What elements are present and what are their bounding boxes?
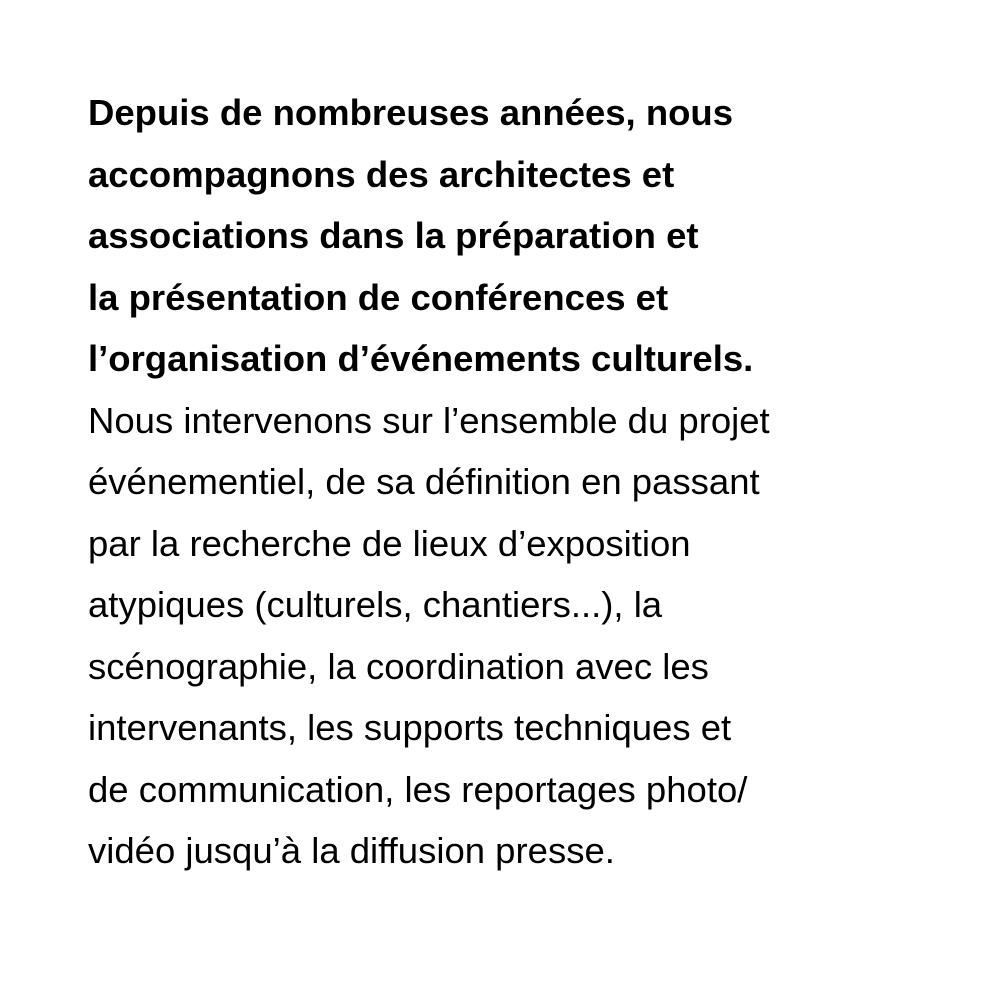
intro-line: Depuis de nombreuses années, nous: [88, 92, 734, 133]
body-line: atypiques (culturels, chantiers...), la: [88, 584, 663, 625]
intro-line: l’organisation d’événements culturels.: [88, 338, 754, 379]
intro-line: la présentation de conférences et: [88, 276, 669, 318]
body-line: de communication, les reportages photo/: [88, 768, 748, 810]
body-line: intervenants, les supports techniques et: [88, 707, 732, 748]
body-paragraph: [88, 390, 948, 882]
body-line: scénographie, la coordination avec les: [88, 645, 709, 687]
body-line: par la recherche de lieux d’exposition: [88, 522, 691, 564]
body-line: vidéo jusqu’à la diffusion presse.: [88, 830, 615, 871]
body-line: Nous intervenons sur l’ensemble du projet: [88, 399, 770, 441]
intro-line: accompagnons des architectes et: [88, 153, 675, 195]
intro-line: associations dans la préparation et: [88, 215, 699, 256]
text-block: [88, 82, 948, 882]
intro-paragraph: [88, 82, 948, 390]
body-line: événementiel, de sa définition en passant: [88, 461, 760, 502]
